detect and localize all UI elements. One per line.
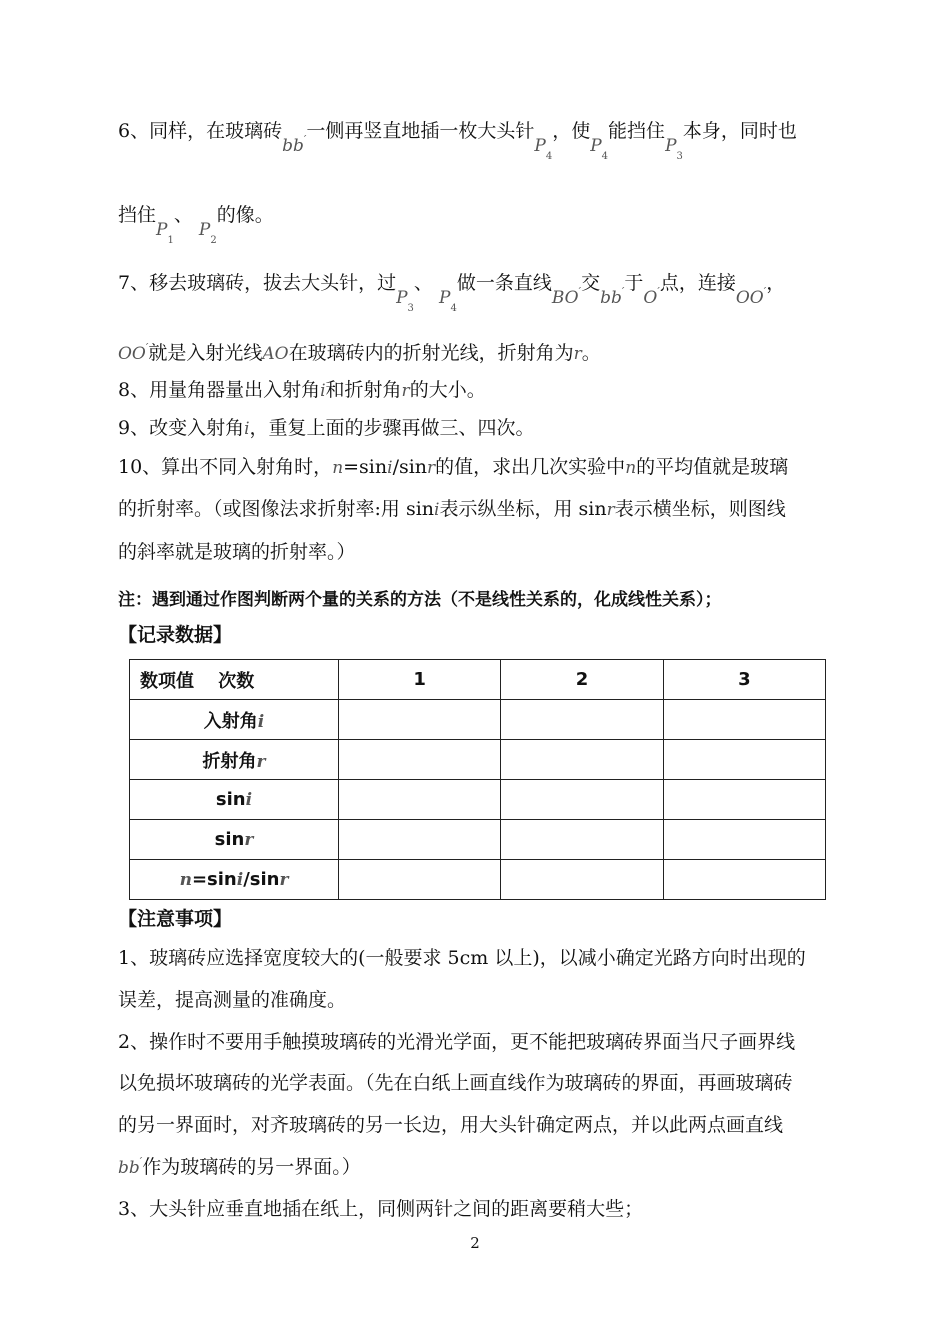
row-label-refraction-angle: 折射角r xyxy=(130,740,339,780)
step-6-text-g: 、 xyxy=(173,204,193,226)
table-cell xyxy=(339,820,501,860)
row-label-sin-i: sini xyxy=(130,780,339,820)
step-7-line-2 xyxy=(118,338,890,371)
step-10-text: 10、算出不同入射角时， xyxy=(118,456,333,478)
math-oo-b: OO′ xyxy=(118,341,149,364)
table-row xyxy=(130,820,826,860)
table-col-1: 1 xyxy=(339,660,501,700)
math-n-b: n xyxy=(625,458,637,478)
table-cell xyxy=(501,860,663,900)
step-7-text-h: 就是入射光线 xyxy=(148,342,263,364)
math-i-b: i xyxy=(244,419,250,439)
math-p2: $P_2$ xyxy=(198,220,217,246)
math-i-d: i xyxy=(434,500,440,520)
note: 注：遇到通过作图判断两个量的关系的方法（不是线性关系的，化成线性关系）； xyxy=(118,590,722,610)
step-8-line xyxy=(118,375,890,406)
record-table xyxy=(129,659,826,900)
step-7-text-d: 交 xyxy=(581,272,601,294)
table-cell xyxy=(339,740,501,780)
math-bb-c: bb′ xyxy=(118,1155,143,1178)
step-8-text-c: 的大小。 xyxy=(409,379,486,401)
table-cell xyxy=(501,780,663,820)
step-7-text-b: 、 xyxy=(413,272,433,294)
step-7-text-g: ， xyxy=(766,272,786,294)
step-6-line-1 xyxy=(118,116,890,162)
step-7-text-i: 在玻璃砖内的折射光线，折射角为 xyxy=(288,342,574,364)
table-row xyxy=(130,700,826,740)
math-r: r xyxy=(573,344,582,364)
table-cell xyxy=(339,780,501,820)
math-p4-c: $P_4$ xyxy=(438,288,457,314)
table-row xyxy=(130,780,826,820)
step-7-text-j: 。 xyxy=(581,342,601,364)
step-7-line-1 xyxy=(118,268,890,314)
step-6-text-b: 一侧再竖直地插一枚大头针 xyxy=(306,120,535,142)
step-6-text-e: 本身，同时也 xyxy=(682,120,797,142)
step-10-text-e: 的平均值就是玻璃 xyxy=(636,456,789,478)
step-9-text: 9、改变入射角 xyxy=(118,417,245,439)
step-10-text-i: 的斜率就是玻璃的折射率。） xyxy=(118,541,356,563)
math-p3-b: $P_3$ xyxy=(396,288,414,314)
page-number: 2 xyxy=(470,1234,480,1252)
record-heading: 【记录数据】 xyxy=(118,624,233,646)
step-6-text-h: 的像。 xyxy=(216,204,274,226)
math-i-c: i xyxy=(387,458,393,478)
table-row xyxy=(130,860,826,900)
step-7-text-e: 于 xyxy=(624,272,644,294)
step-10-text-g: 表示纵坐标，用 sin xyxy=(439,498,607,520)
table-header-label: 数项值 次数 xyxy=(130,660,339,700)
row-label-incident-angle: 入射角i xyxy=(130,700,339,740)
attention-2-line-2: 以免损坏玻璃砖的光学表面。（先在白纸上画直线作为玻璃砖的界面，再画玻璃砖 xyxy=(118,1072,793,1094)
attention-heading: 【注意事项】 xyxy=(118,908,233,930)
step-10-text-d: 的值，求出几次实验中 xyxy=(435,456,626,478)
math-p1: $P_1$ xyxy=(156,220,174,246)
step-6-text-d: 能挡住 xyxy=(608,120,666,142)
math-p4-b: $P_4$ xyxy=(590,136,609,162)
step-10-line-1 xyxy=(118,452,890,483)
table-cell xyxy=(501,820,663,860)
table-cell xyxy=(501,700,663,740)
attention-2-line-4 xyxy=(118,1152,890,1185)
table-cell xyxy=(339,700,501,740)
attention-2-line-1: 2、操作时不要用手触摸玻璃砖的光滑光学面，更不能把玻璃砖界面当尺子画界线 xyxy=(118,1031,796,1053)
math-bb-b: bb′ xyxy=(600,285,625,308)
attention-2-line-3: 的另一界面时，对齐玻璃砖的另一长边，用大头针确定两点，并以此两点画直线 xyxy=(118,1114,784,1136)
math-i: i xyxy=(320,381,326,401)
step-8-text-b: 和折射角 xyxy=(325,379,402,401)
table-col-2: 2 xyxy=(501,660,663,700)
step-7-text-f: 点，连接 xyxy=(659,272,736,294)
attention-2-text-4: 作为玻璃砖的另一界面。） xyxy=(142,1156,361,1178)
math-p4: $P_4$ xyxy=(534,136,553,162)
row-label-sin-r: sinr xyxy=(130,820,339,860)
row-label-n: n=sini/sinr xyxy=(130,860,339,900)
math-r-c: r xyxy=(427,458,436,478)
math-oo: OO′ xyxy=(735,285,767,308)
step-10-line-3 xyxy=(118,537,890,567)
step-10-text-h: 表示横坐标，则图线 xyxy=(614,498,786,520)
step-9-text-b: ，重复上面的步骤再做三、四次。 xyxy=(249,417,535,439)
step-7-text: 7、移去玻璃砖，拔去大头针，过 xyxy=(118,272,397,294)
math-r-b: r xyxy=(401,381,410,401)
math-ao: AO xyxy=(262,344,289,364)
step-6-text: 6、同样，在玻璃砖 xyxy=(118,120,283,142)
step-10-line-2 xyxy=(118,494,890,525)
step-6-text-f: 挡住 xyxy=(118,204,157,226)
attention-3-line: 3、大头针应垂直地插在纸上，同侧两针之间的距离要稍大些； xyxy=(118,1198,644,1220)
step-7-text-c: 做一条直线 xyxy=(456,272,552,294)
step-10-text-f: 的折射率。（或图像法求折射率:用 sin xyxy=(118,498,435,520)
table-cell xyxy=(663,780,825,820)
table-cell xyxy=(663,740,825,780)
table-cell xyxy=(663,700,825,740)
table-cell xyxy=(339,860,501,900)
table-col-3: 3 xyxy=(663,660,825,700)
step-6-line-2 xyxy=(118,200,890,246)
step-10-text-b: =sin xyxy=(343,456,388,478)
table-cell xyxy=(663,860,825,900)
math-p3: $P_3$ xyxy=(665,136,683,162)
math-n: n xyxy=(332,458,344,478)
table-cell xyxy=(663,820,825,860)
math-o: O′ xyxy=(643,285,660,308)
table-row xyxy=(130,740,826,780)
step-8-text: 8、用量角器量出入射角 xyxy=(118,379,321,401)
table-header-row xyxy=(130,660,826,700)
step-6-text-c: ，使 xyxy=(552,120,591,142)
attention-1-line-2: 误差，提高测量的准确度。 xyxy=(118,989,347,1011)
attention-1-line-1: 1、玻璃砖应选择宽度较大的(一般要求 5cm 以上)，以减小确定光路方向时出现的 xyxy=(118,947,806,969)
math-bb: bb′ xyxy=(282,133,307,156)
math-r-d: r xyxy=(606,500,615,520)
step-9-line xyxy=(118,413,890,444)
table-cell xyxy=(501,740,663,780)
math-bo: BO′ xyxy=(551,285,582,308)
step-10-text-c: /sin xyxy=(392,456,428,478)
